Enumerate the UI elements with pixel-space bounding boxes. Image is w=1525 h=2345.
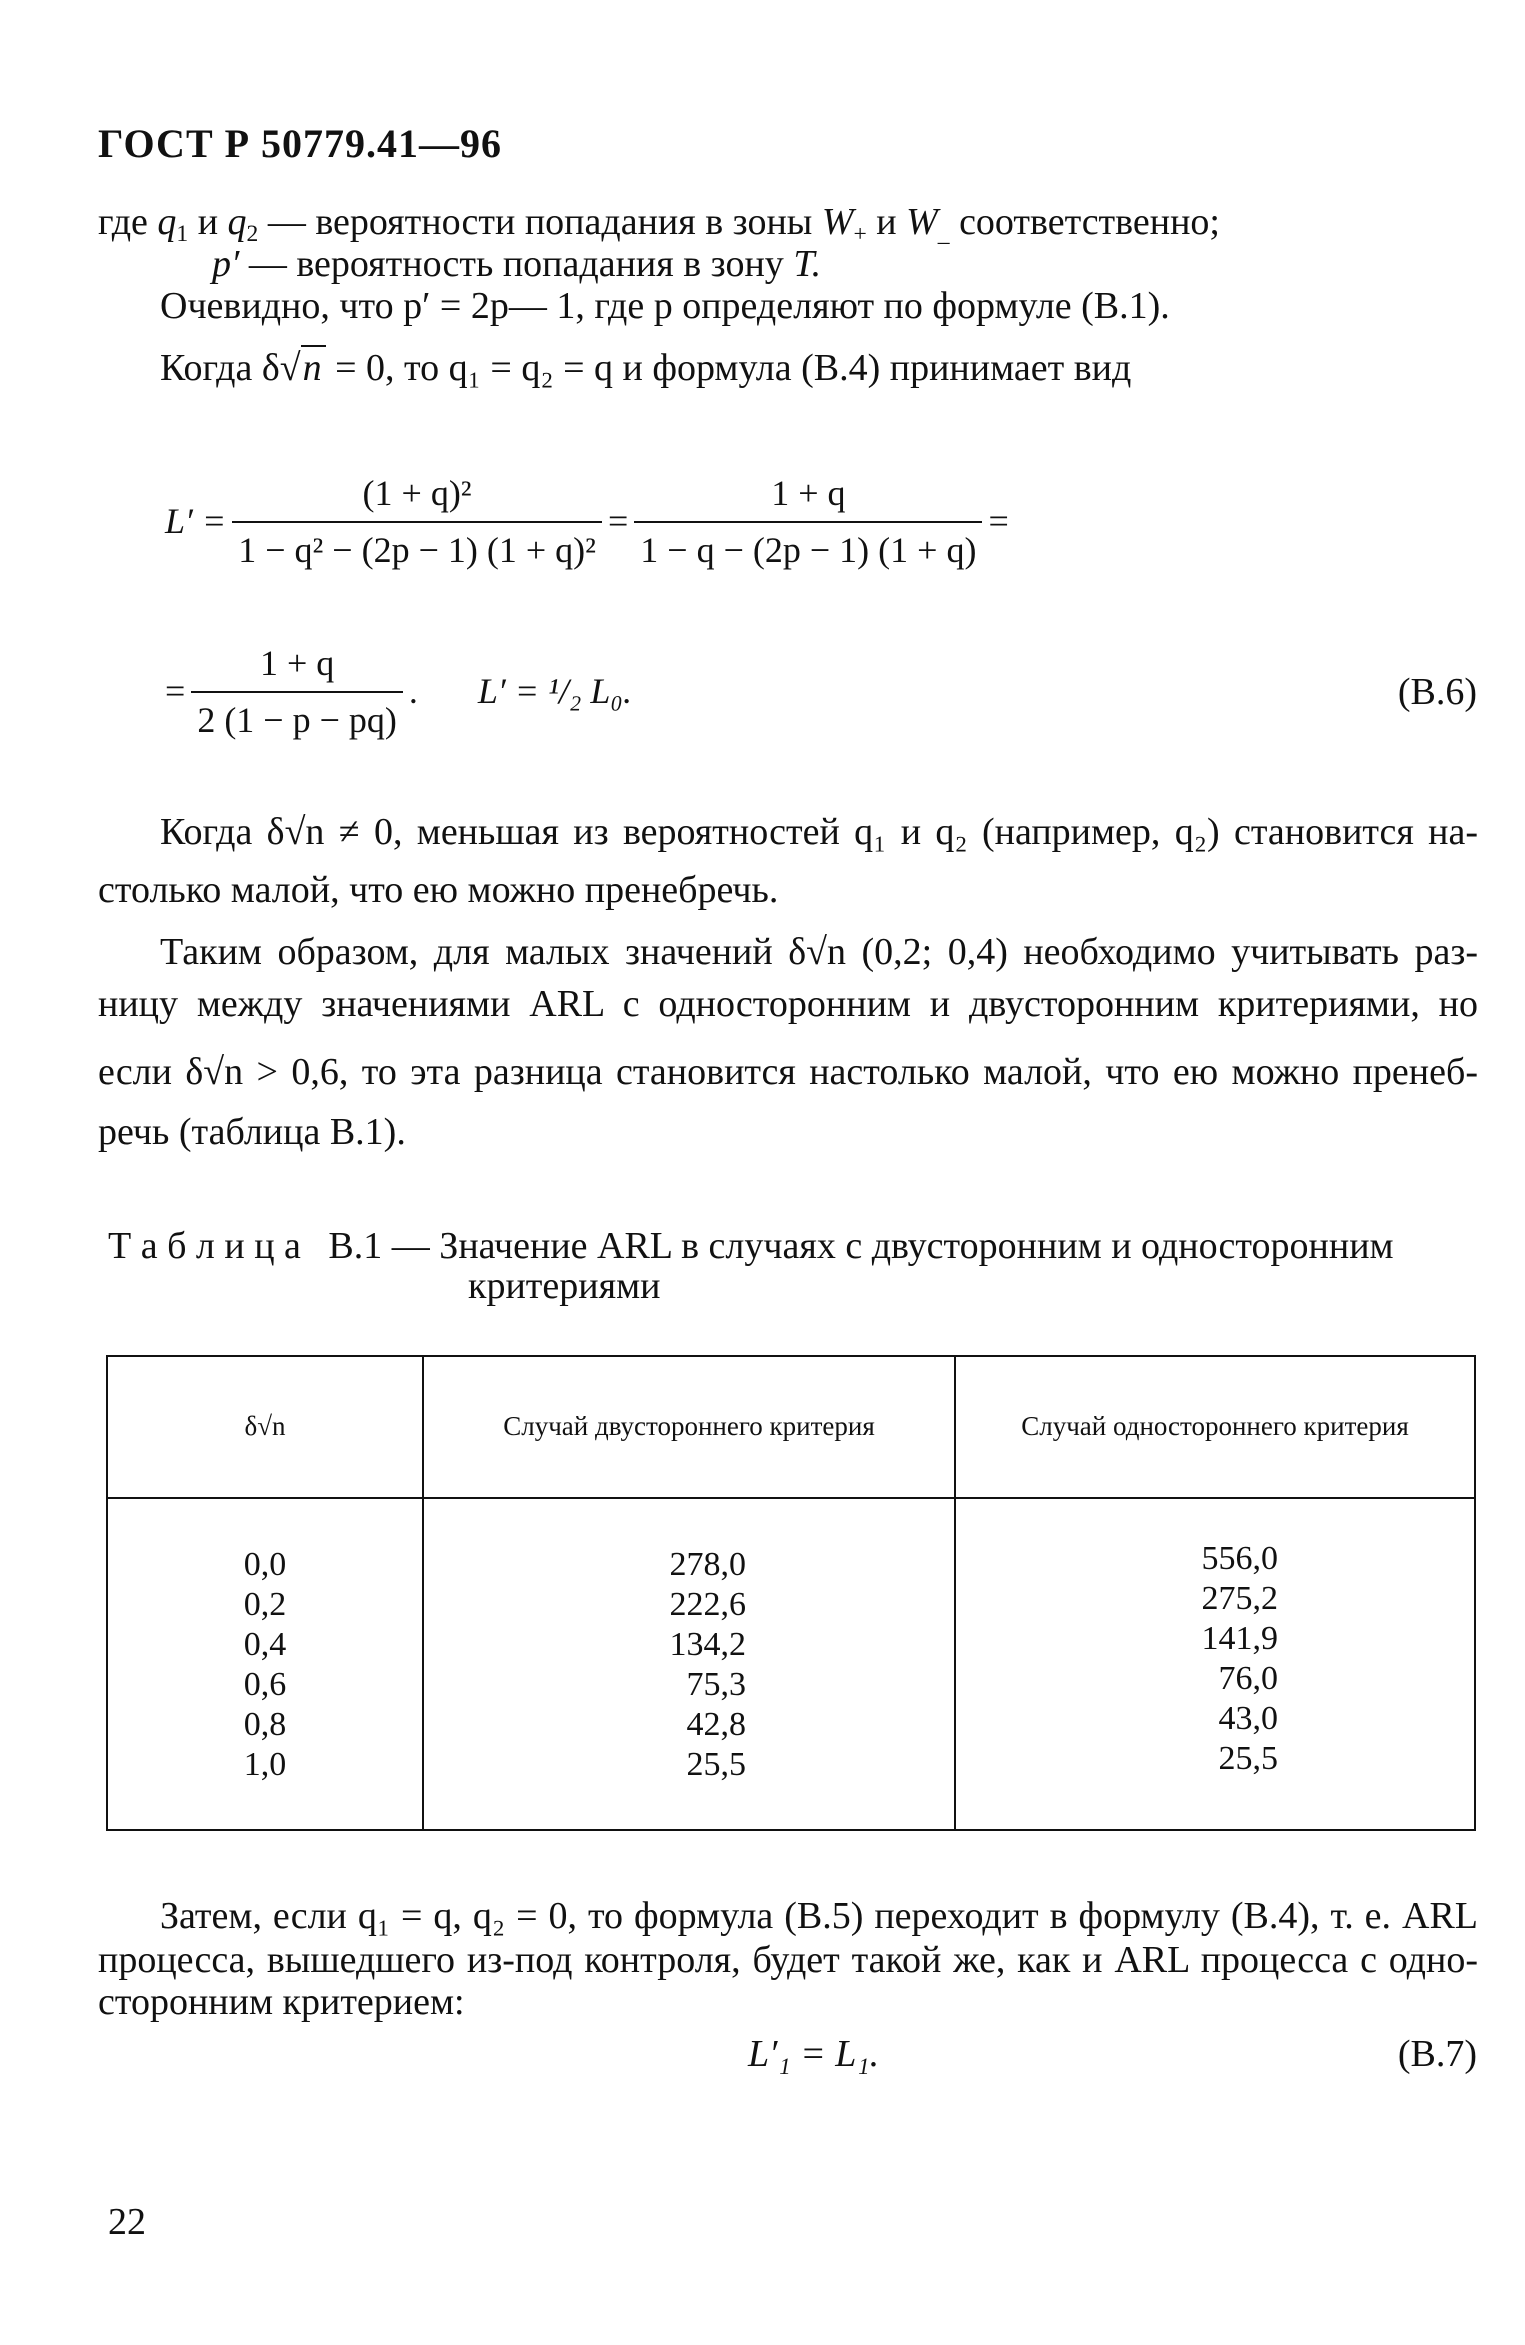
- document-header: ГОСТ Р 50779.41—96: [98, 121, 503, 166]
- formula-label-b7: (B.7): [1397, 2033, 1477, 2075]
- table-header-row: [107, 1356, 1475, 1498]
- paragraph-when-nonzero-2: столько малой, что ею можно пренебречь.: [98, 869, 779, 911]
- paragraph-small-values-3: если δ√n > 0,6, то эта разница становится настолько малой, что ею можно пренеб-: [98, 1051, 1478, 1093]
- paragraph-when-nonzero-1: Когда δ√n ≠ 0, меньшая из вероятностей q₁ и q₂ (например, q₂) становится на-: [160, 811, 1478, 853]
- table-row: [107, 1498, 1475, 1830]
- formula-l-prime: L′ = $\frac{\text{(1 + q)²}}{\text{1 − q² − (2p − 1) (1 + q)²}}$ = $\frac{1 + q}{1 - q - (2p - 1) (1 + q)}$ =: [165, 470, 1009, 574]
- fraction-1: $\frac{\text{(1 + q)²}}{\text{1 − q² − (2p − 1) (1 + q)²}}$: [232, 470, 602, 574]
- paragraph-then-1: Затем, если q₁ = q, q₂ = 0, то формула (B.5) переходит в формулу (B.4), т. е. ARL: [160, 1895, 1478, 1937]
- formula-label-b6: (B.6): [1397, 671, 1477, 713]
- obvious-line: Очевидно, что p′ = 2p— 1, где p определяют по формуле (B.1).: [160, 285, 1170, 327]
- header-two-sided: Случай двустороннего критерия: [423, 1356, 955, 1498]
- when-zero-line: Когда δ√n = 0, то q₁ = q₂ = q и формула (B.4) принимает вид: [160, 344, 1131, 393]
- sqrt-symbol: √n: [280, 344, 326, 393]
- definition-q: где $q_1$ и $q_2$ — вероятности попадания в зоны $W_+$ и $W_{\_}$ соответственно;: [98, 201, 1220, 248]
- column-two-sided: 278,0 222,6 134,2 75,3 42,8 25,5: [423, 1498, 955, 1830]
- definition-p-prime: p′ — вероятность попадания в зону T.: [212, 243, 822, 285]
- header-one-sided: Случай одностороннего критерия: [955, 1356, 1475, 1498]
- formula-b7: L′₁ = L₁.: [748, 2033, 880, 2075]
- paragraph-then-3: сторонним критерием:: [98, 1981, 465, 2023]
- arl-table: [106, 1355, 1476, 1831]
- paragraph-small-values-4: речь (таблица B.1).: [98, 1111, 406, 1153]
- paragraph-small-values-2: ницу между значениями ARL с односторонним и двусторонним критериями, но: [98, 983, 1478, 1025]
- paragraph-small-values-1: Таким образом, для малых значений δ√n (0,2; 0,4) необходимо учитывать раз-: [160, 931, 1478, 973]
- page-number: 22: [108, 2201, 146, 2243]
- table-caption: Т а б л и ц а B.1 — Значение ARL в случаях с двусторонним и односторонним: [108, 1225, 1394, 1267]
- header-delta-sqrt-n: δ√n: [107, 1356, 423, 1498]
- fraction-3: $\frac{1 + q}{2 (1 - p - pq)}$: [191, 640, 403, 744]
- column-one-sided: 556,0 275,2 141,9 76,0 43,0 25,5: [955, 1498, 1475, 1830]
- paragraph-then-2: процесса, вышедшего из-под контроля, будет такой же, как и ARL процесса с одно-: [98, 1939, 1478, 1981]
- formula-b6: = $\frac{1 + q}{2 (1 - p - pq)}$ . L′ = ¹/₂ L₀.: [165, 640, 632, 744]
- fraction-2: $\frac{1 + q}{1 - q - (2p - 1) (1 + q)}$: [634, 470, 982, 574]
- table-caption-line2: критериями: [468, 1265, 661, 1307]
- column-delta: 0,0 0,2 0,4 0,6 0,8 1,0: [107, 1498, 423, 1830]
